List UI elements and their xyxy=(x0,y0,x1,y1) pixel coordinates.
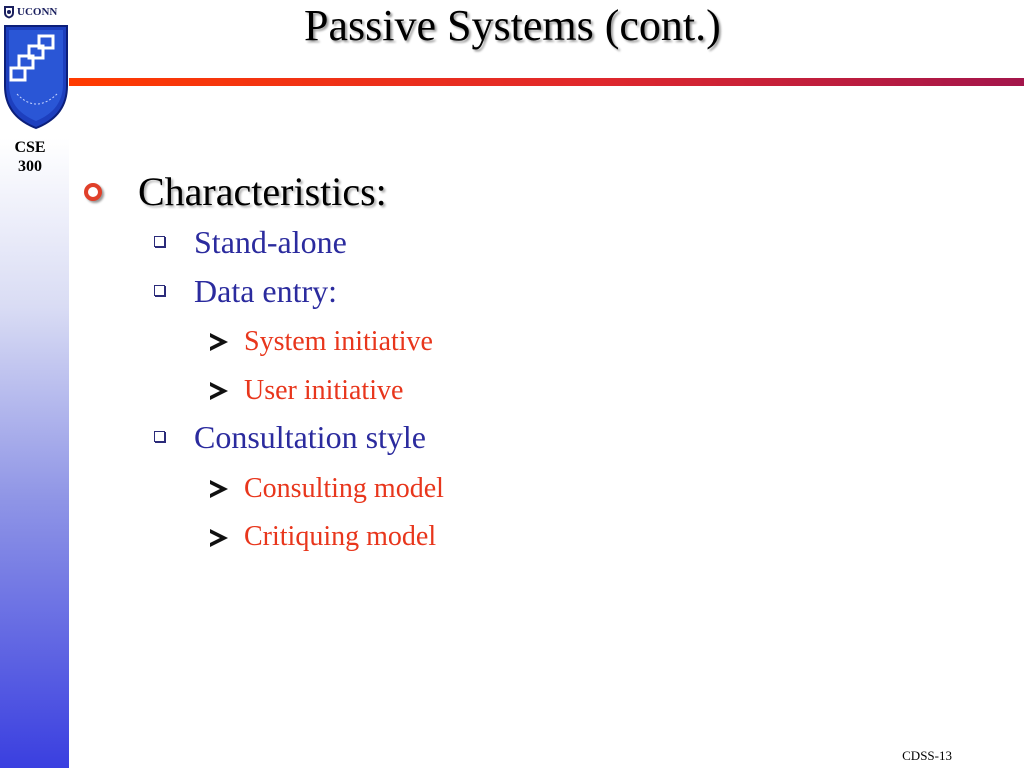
circle-bullet-icon xyxy=(84,183,102,201)
cse-department-emblem-icon xyxy=(3,24,69,130)
square-bullet-icon xyxy=(154,431,165,442)
sub-list-item: Critiquing model xyxy=(244,521,437,552)
arrow-bullet-icon xyxy=(210,480,228,498)
list-item: Stand-alone xyxy=(194,224,347,260)
course-code-line1: CSE xyxy=(14,139,46,156)
course-code-line2: 300 xyxy=(18,158,42,175)
sub-list-item: User initiative xyxy=(244,375,404,406)
square-bullet-icon xyxy=(154,236,165,247)
seal-icon xyxy=(3,5,15,19)
sub-list-item: System initiative xyxy=(244,326,433,357)
title-divider xyxy=(69,78,1024,86)
list-item: Consultation style xyxy=(194,419,426,455)
sub-list-item: Consulting model xyxy=(244,473,444,504)
square-bullet-icon xyxy=(154,285,165,296)
uconn-logo xyxy=(3,4,57,20)
uconn-logo-text: UCONN xyxy=(17,6,58,18)
sidebar xyxy=(0,0,69,768)
course-code xyxy=(0,138,60,176)
slide-number: CDSS-13 xyxy=(902,748,952,763)
arrow-bullet-icon xyxy=(210,333,228,351)
bullet-heading: Characteristics: xyxy=(138,169,387,214)
arrow-bullet-icon xyxy=(210,529,228,547)
list-item: Data entry: xyxy=(194,273,338,309)
arrow-bullet-icon xyxy=(210,382,228,400)
slide-title: Passive Systems (cont.) xyxy=(304,1,721,50)
